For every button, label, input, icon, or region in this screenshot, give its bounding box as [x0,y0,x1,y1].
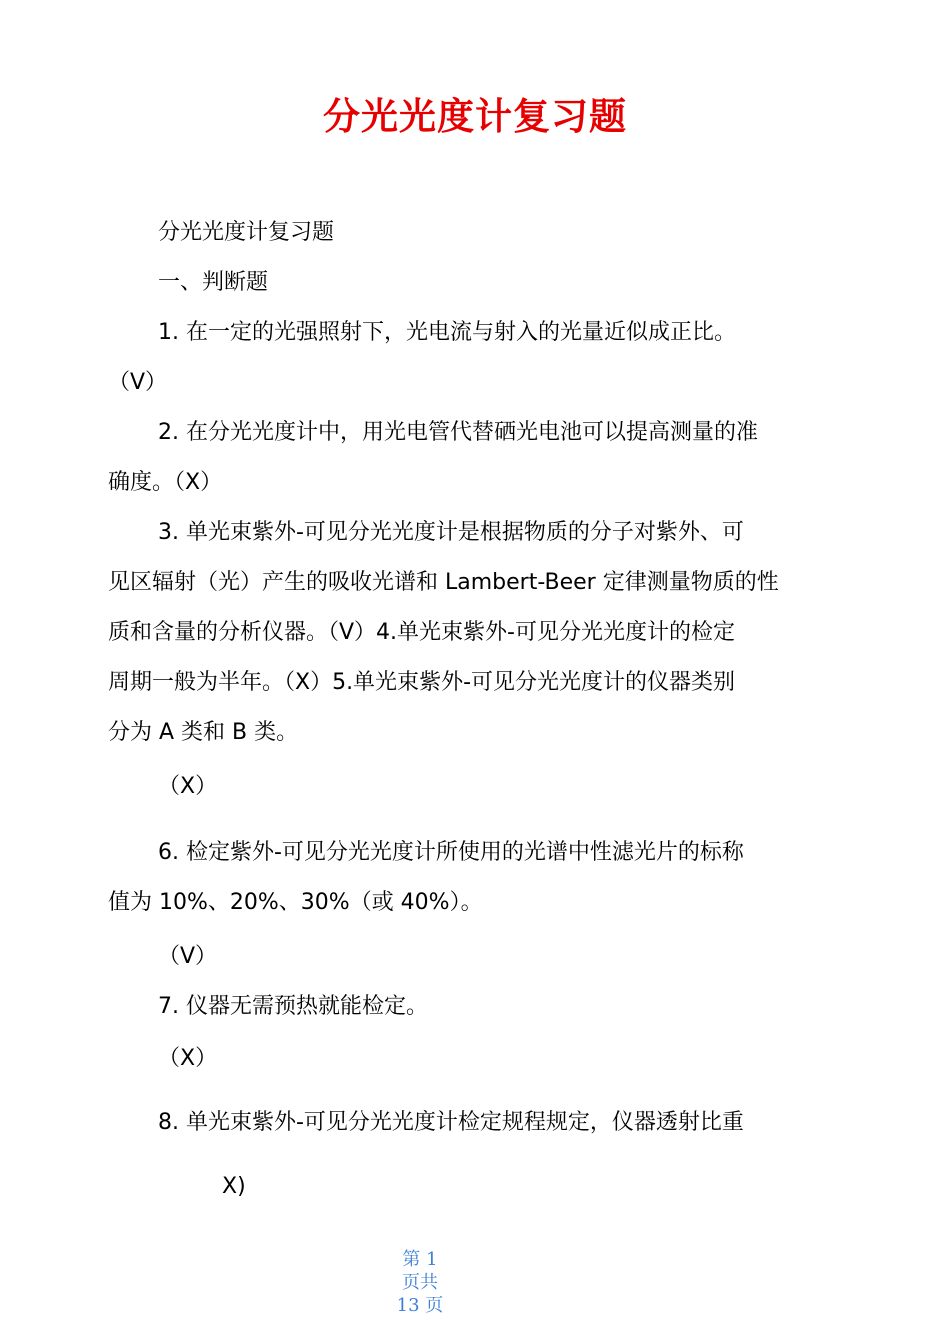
question-5-answer: （X） [158,774,218,799]
document-title: 分光光度计复习题 [323,95,627,138]
page-number-footer [380,1248,460,1317]
question-8-text: 8. 单光束紫外-可见分光光度计检定规程规定，仪器透射比重 [158,1110,744,1135]
question-1-text: 1. 在一定的光强照射下，光电流与射入的光量近似成正比。 [158,320,736,345]
subsection-heading: 一、判断题 [158,270,269,295]
question-2-text-cont: 确度。（X） [108,470,223,495]
question-1-answer: （V） [108,370,168,395]
footer-line-1: 第 1 [402,1249,438,1270]
question-6-text-cont: 值为 10%、20%、30%（或 40%）。 [108,890,483,915]
question-6-answer: （V） [158,944,218,969]
question-3-4-text: 质和含量的分析仪器。（V）4.单光束紫外-可见分光光度计的检定 [108,620,735,645]
question-4-5-text: 周期一般为半年。（X）5.单光束紫外-可见分光光度计的仪器类别 [108,670,736,695]
footer-line-2: 页共 [402,1272,438,1293]
question-5-text-cont: 分为 A 类和 B 类。 [108,720,299,745]
question-6-text: 6. 检定紫外-可见分光光度计所使用的光谱中性滤光片的标称 [158,840,744,865]
question-3-text-cont: 见区辐射（光）产生的吸收光谱和 Lambert-Beer 定律测量物质的性 [108,570,779,595]
question-7-text: 7. 仪器无需预热就能检定。 [158,994,428,1019]
question-8-answer-fragment: X) [222,1174,246,1199]
question-3-text: 3. 单光束紫外-可见分光光度计是根据物质的分子对紫外、可 [158,520,744,545]
footer-line-3: 13 页 [396,1295,444,1316]
section-heading: 分光光度计复习题 [158,220,335,245]
question-2-text: 2. 在分光光度计中，用光电管代替硒光电池可以提高测量的准 [158,420,758,445]
question-7-answer: （X） [158,1046,218,1071]
